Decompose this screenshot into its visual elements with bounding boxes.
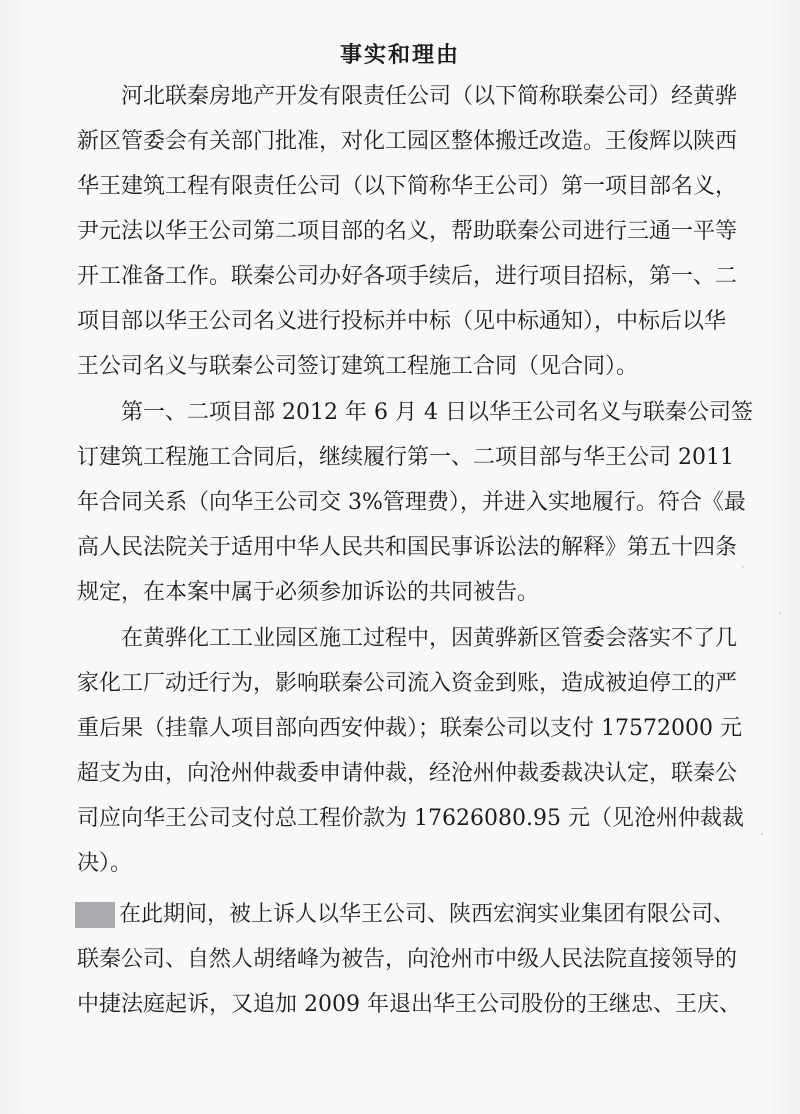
text-line: 第一、二项目部 2012 年 6 月 4 日以华王公司名义与联秦公司签 [121, 400, 753, 425]
scan-speck [761, 833, 763, 835]
text-line: 尹元法以华王公司第二项目部的名义，帮助联秦公司进行三通一平等 [77, 219, 738, 244]
text-line: 王公司名义与联秦公司签订建筑工程施工合同（见合同）。 [77, 354, 639, 379]
text-line: 在黄骅化工工业园区施工过程中，因黄骅新区管委会落实不了几 [121, 626, 738, 651]
text-line: 规定，在本案中属于必须参加诉讼的共同被告。 [77, 580, 540, 605]
text-line: 司应向华王公司支付总工程价款为 17626080.95 元（见沧州仲裁裁 [77, 806, 744, 831]
text-line: 中捷法庭起诉，又追加 2009 年退出华王公司股份的王继忠、王庆、 [77, 992, 741, 1017]
text-line: 联秦公司、自然人胡绪峰为被告，向沧州市中级人民法院直接领导的 [77, 947, 738, 972]
text-line: 高人民法院关于适用中华人民共和国民事诉讼法的解释》第五十四条 [77, 535, 738, 560]
redaction-block [75, 902, 115, 928]
document-title: 事实和理由 [339, 42, 460, 68]
text-line: 年合同关系（向华王公司交 3%管理费），并进入实地履行。符合《最 [77, 490, 746, 515]
text-line: 超支为由，向沧州仲裁委申请仲裁，经沧州仲裁委裁决认定，联秦公 [77, 761, 738, 786]
text-line: 项目部以华王公司名义进行投标并中标（见中标通知），中标后以华 [77, 309, 727, 334]
text-line: 河北联秦房地产开发有限责任公司（以下简称联秦公司）经黄骅 [121, 84, 738, 109]
text-line: 开工准备工作。联秦公司办好各项手续后，进行项目招标，第一、二 [77, 264, 738, 289]
text-line: 家化工厂动迁行为，影响联秦公司流入资金到账，造成被迫停工的严 [77, 671, 738, 696]
scan-speck [742, 566, 744, 568]
text-line: 在此期间，被上诉人以华王公司、陕西宏润实业集团有限公司、 [119, 902, 736, 927]
text-line: 新区管委会有关部门批准，对化工园区整体搬迁改造。王俊辉以陕西 [77, 129, 738, 154]
text-line: 重后果（挂靠人项目部向西安仲裁）；联秦公司以支付 17572000 元 [77, 716, 742, 741]
text-line: 决）。 [77, 851, 133, 876]
scan-speck [779, 612, 781, 614]
text-line: 华王建筑工程有限责任公司（以下简称华王公司）第一项目部名义， [77, 174, 738, 199]
text-line: 订建筑工程施工合同后，继续履行第一、二项目部与华王公司 2011 [77, 445, 734, 470]
